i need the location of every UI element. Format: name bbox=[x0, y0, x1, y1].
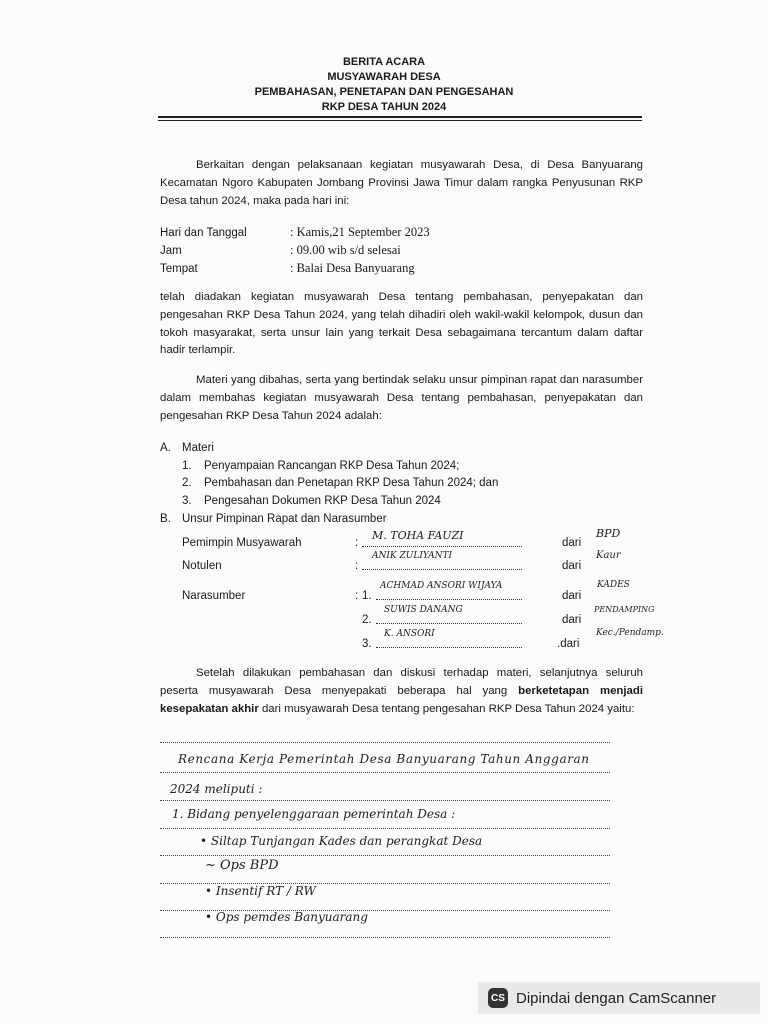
schedule-value-time: : 09.00 wib s/d selesai bbox=[290, 243, 401, 257]
title-line: MUSYAWARAH DESA bbox=[327, 71, 441, 83]
signature-line bbox=[376, 623, 522, 624]
title-line: PEMBAHASAN, PENETAPAN DAN PENGESAHAN bbox=[254, 86, 514, 98]
title-rule-thin bbox=[158, 120, 642, 121]
list-item: Pengesahan Dokumen RKP Desa Tahun 2024 bbox=[204, 495, 441, 507]
dari-label: dari bbox=[562, 590, 582, 602]
dari-label: dari bbox=[562, 614, 582, 626]
dotted-line bbox=[160, 937, 610, 938]
dotted-line bbox=[160, 828, 610, 829]
camscanner-watermark bbox=[478, 982, 760, 1014]
narasumber-number: 1. bbox=[362, 590, 372, 602]
dotted-line bbox=[160, 800, 610, 801]
narasumber-name: SUWIS DANANG bbox=[384, 605, 463, 615]
dari-label: .dari bbox=[557, 638, 580, 650]
closing-paragraph: Setelah dilakukan pembahasan dan diskusi terhadap materi, selanjutnya seluruh peserta musyawarah Desa menyepakati beberapa hal yang berketetapan menjadi kesepakatan akhir dari musyawarah Desa tentang pengesahan RKP Desa Tahun 2024 yaitu: bbox=[160, 667, 643, 715]
section-a-marker: A. bbox=[160, 442, 171, 454]
narasumber-name: K. ANSORI bbox=[384, 629, 435, 639]
materi-paragraph: Materi yang dibahas, serta yang bertindak selaku unsur pimpinan rapat dan narasumber dalam membahas kegiatan musyawarah Desa tentang pembahasan, penyepakatan dan pengesahan RKP Desa Tahun 2024 adalah: bbox=[160, 374, 643, 422]
section-b-marker: B. bbox=[160, 513, 171, 525]
handwritten-line: ~ Ops BPD bbox=[205, 858, 279, 873]
list-item-number: 1. bbox=[182, 460, 192, 472]
dotted-line bbox=[160, 855, 610, 856]
intro-paragraph: Berkaitan dengan pelaksanaan kegiatan musyawarah Desa, di Desa Banyuarang Kecamatan Ngoro Kabupaten Jombang Provinsi Jawa Timur dalam rangka Penyusunan RKP Desa tahun 2024, maka pada hari ini: bbox=[160, 159, 643, 207]
colon: : bbox=[355, 537, 359, 549]
notulen-name: ANIK ZULIYANTI bbox=[372, 551, 453, 561]
handwritten-line: 2024 meliputi : bbox=[170, 782, 263, 796]
narasumber-origin: PENDAMPING bbox=[594, 605, 655, 614]
dari-label: dari bbox=[562, 537, 582, 549]
schedule-label-time: Jam bbox=[160, 245, 182, 257]
dari-label: dari bbox=[562, 560, 582, 572]
dotted-line bbox=[160, 742, 610, 743]
narasumber-label: Narasumber bbox=[182, 590, 246, 602]
signature-line bbox=[362, 546, 522, 547]
narasumber-number: 3. bbox=[362, 638, 372, 650]
narasumber-name: ACHMAD ANSORI WIJAYA bbox=[380, 581, 503, 591]
list-item: Pembahasan dan Penetapan RKP Desa Tahun 2024; dan bbox=[204, 477, 499, 489]
handwritten-line: 1. Bidang penyelenggaraan pemerintah Desa : bbox=[172, 807, 456, 821]
dotted-line bbox=[160, 772, 610, 773]
section-b-title: Unsur Pimpinan Rapat dan Narasumber bbox=[182, 513, 387, 525]
handwritten-line: • Siltap Tunjangan Kades dan perangkat Desa bbox=[200, 834, 483, 848]
narasumber-number: 2. bbox=[362, 614, 372, 626]
section-a-title: Materi bbox=[182, 442, 214, 454]
signature-line bbox=[376, 599, 522, 600]
list-item-number: 2. bbox=[182, 477, 192, 489]
pemimpin-name: M. TOHA FAUZI bbox=[372, 529, 464, 542]
schedule-value-place: : Balai Desa Banyuarang bbox=[290, 261, 415, 275]
notulen-origin: Kaur bbox=[596, 550, 621, 561]
signature-line bbox=[362, 569, 522, 570]
handwritten-line: Rencana Kerja Pemerintah Desa Banyuarang Tahun Anggaran bbox=[178, 752, 590, 766]
handwritten-line: • Insentif RT / RW bbox=[205, 884, 316, 898]
handwritten-line: • Ops pemdes Banyuarang bbox=[205, 910, 368, 924]
narasumber-origin: Kec./Pendamp. bbox=[596, 628, 664, 638]
list-item-number: 3. bbox=[182, 495, 192, 507]
schedule-label-place: Tempat bbox=[160, 263, 198, 275]
colon: : bbox=[355, 590, 359, 602]
colon: : bbox=[355, 560, 359, 572]
watermark-label: Dipindai dengan CamScanner bbox=[516, 989, 717, 1007]
list-item: Penyampaian Rancangan RKP Desa Tahun 2024; bbox=[204, 460, 460, 472]
narasumber-origin: KADES bbox=[597, 580, 630, 590]
title-rule bbox=[158, 116, 642, 118]
notulen-label: Notulen bbox=[182, 560, 222, 572]
pemimpin-origin: BPD bbox=[596, 527, 621, 540]
title-line: BERITA ACARA bbox=[342, 56, 426, 68]
signature-line bbox=[376, 647, 522, 648]
title-line: RKP DESA TAHUN 2024 bbox=[321, 101, 447, 113]
pemimpin-label: Pemimpin Musyawarah bbox=[182, 537, 302, 549]
camscanner-logo-icon: CS bbox=[488, 988, 508, 1008]
schedule-label-date: Hari dan Tanggal bbox=[160, 227, 247, 239]
attendance-paragraph: telah diadakan kegiatan musyawarah Desa tentang pembahasan, penyepakatan dan pengesahan RKP Desa Tahun 2024, yang telah dihadiri oleh wakil-wakil kelompok, dusun dan tokoh masyarakat, serta unsur lain yang terkait Desa sebagaimana tercantum dalam daftar hadir terlampir. bbox=[160, 291, 643, 357]
document-title bbox=[0, 55, 768, 115]
schedule-value-date: : Kamis,21 September 2023 bbox=[290, 225, 430, 239]
